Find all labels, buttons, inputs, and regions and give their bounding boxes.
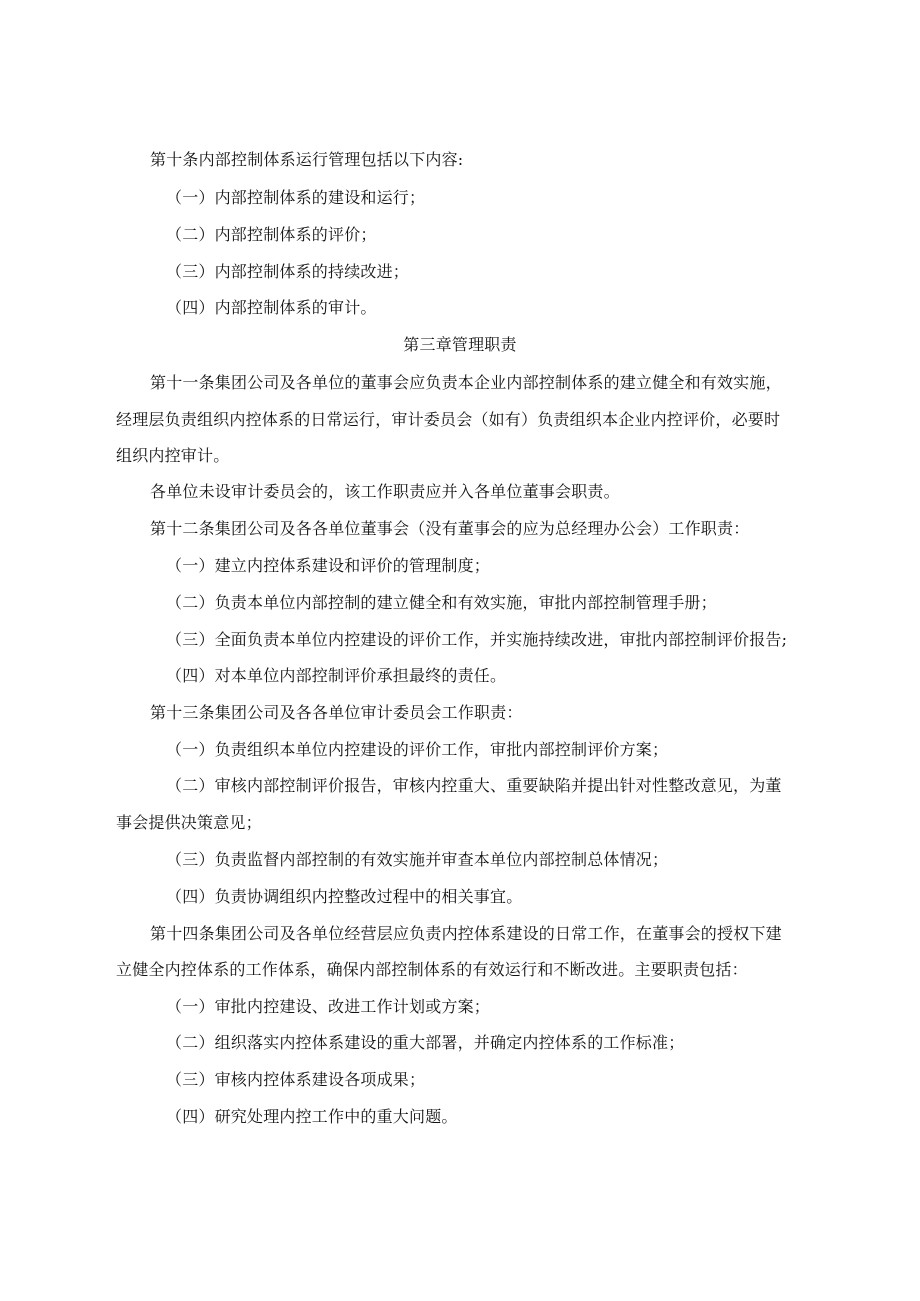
article-10-heading: 第十条内部控制体系运行管理包括以下内容: [150,150,464,169]
list-item: （三）负责监督内部控制的有效实施并审查本单位内部控制总体情况； [166,850,669,869]
article-14-heading: 第十四条集团公司及各单位经营层应负责内控体系建设的日常工作，在董事会的授权下建 [150,924,782,943]
paragraph-line: 各单位未设审计委员会的，该工作职责应并入各单位董事会职责。 [150,482,620,501]
list-item: （二）内部控制体系的评价； [166,225,377,244]
list-item: （四）负责协调组织内控整改过程中的相关事宜。 [166,887,523,906]
article-13-heading: 第十三条集团公司及各各单位审计委员会工作职责： [150,703,523,722]
list-item: （一）内部控制体系的建设和运行； [166,188,426,207]
list-item: （三）审核内控体系建设各项成果； [166,1070,426,1089]
list-item: （二）组织落实内控体系建设的重大部署，并确定内控体系的工作标准； [166,1033,685,1052]
chapter-title: 第三章管理职责 [403,335,517,354]
list-item: （二）负责本单位内部控制的建立健全和有效实施，审批内部控制管理手册； [166,593,717,612]
paragraph-line: 立健全内控体系的工作体系，确保内部控制体系的有效运行和不断改进。主要职责包括： [116,960,748,979]
list-item: （一）负责组织本单位内控建设的评价工作，审批内部控制评价方案； [166,740,669,759]
list-item: （四）研究处理内控工作中的重大问题。 [166,1107,458,1126]
list-item: （二）审核内部控制评价报告，审核内控重大、重要缺陷并提出针对性整改意见，为董 [166,776,782,795]
list-item: （一）建立内控体系建设和评价的管理制度； [166,556,491,575]
list-item-continuation: 事会提供决策意见； [116,813,262,832]
list-item: （三）内部控制体系的持续改进； [166,262,410,281]
list-item: （一）审批内控建设、改进工作计划或方案； [166,997,491,1016]
list-item: （四）对本单位内部控制评价承担最终的责任。 [166,666,507,685]
list-item: （三）全面负责本单位内控建设的评价工作，并实施持续改进，审批内部控制评价报告; [166,630,788,649]
list-item: （四）内部控制体系的审计。 [166,298,377,317]
article-12-heading: 第十二条集团公司及各各单位董事会（没有董事会的应为总经理办公会）工作职责： [150,519,750,538]
paragraph-line: 组织内控审计。 [116,446,230,465]
paragraph-line: 经理层负责组织内控体系的日常运行，审计委员会（如有）负责组织本企业内控评价，必要时 [116,410,781,429]
paragraph-line: 第十一条集团公司及各单位的董事会应负责本企业内部控制体系的建立健全和有效实施， [150,373,782,392]
